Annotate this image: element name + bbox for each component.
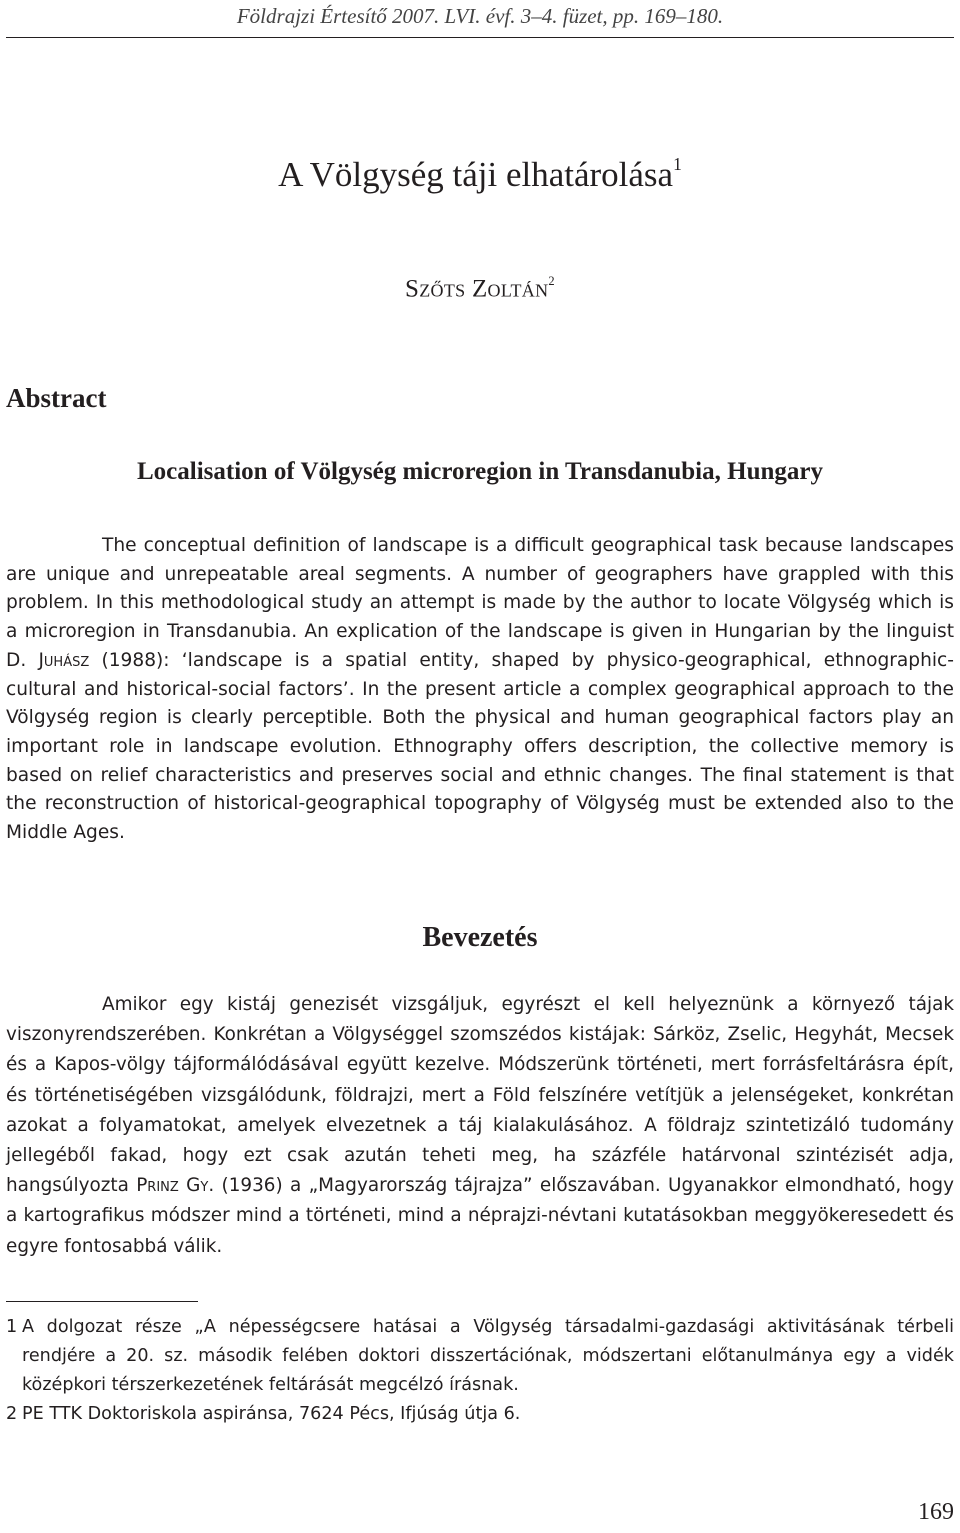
footnote-1 xyxy=(6,1313,954,1400)
footnote-number: 1 xyxy=(6,1317,18,1337)
footnote-text: PE TTK Doktoriskola aspiránsa, 7624 Pécs, Ifjúság útja 6. xyxy=(22,1404,521,1424)
article-title-text: A Völgység táji elhatárolása xyxy=(278,154,674,194)
author-footnote-mark[interactable]: 2 xyxy=(548,274,555,288)
author-name-text: Szőts Zoltán xyxy=(405,275,549,303)
footnote-number: 2 xyxy=(6,1404,18,1424)
abstract-text-part-1: The conceptual definition of landscape is a difficult geographical task because landscapes are unique and unrepeatable areal segments. A number of geographers have grappled with this problem. In this methodological study an attempt is made by the author to locate Völgység which is a microregion in Transdanubia. An explication of the landscape is given in Hungarian by the linguist D. xyxy=(6,535,954,671)
intro-cited-author: Prinz Gy. xyxy=(136,1175,215,1197)
footnote-2 xyxy=(6,1400,954,1429)
page-number: 169 xyxy=(918,1499,954,1525)
running-head: Földrajzi Értesítő 2007. LVI. évf. 3–4. füzet, pp. 169–180. xyxy=(236,4,724,28)
footnote-rule xyxy=(6,1301,198,1302)
abstract-cited-author: Juhász xyxy=(38,649,90,671)
intro-paragraph xyxy=(6,990,954,1262)
intro-text-part-1: Amikor egy kistáj genezisét vizsgáljuk, egyrészt el kell helyeznünk a környező tájak viszonyrendszerében. Konkrétan a Völgységgel szomszédos kistájak: Sárköz, Zselic, Hegyhát, Mecsek és a Kapos-völgy tájformálódásával együtt kezelve. Módszerünk történeti, mert forrásfeltárásra épít, és történetiségében vizsgálódunk, földrajzi, mert a Föld felszínére vetítjük a jelenségeket, konkrétan azokat a folyamatokat, amelyek elvezetnek a táj kialakulásához. A földrajz szintetizáló tudomány jellegéből fakad, hogy ezt csak azután teheti meg, ha százféle határvonal szintézisét adja, hangsúlyozta xyxy=(6,994,954,1197)
header-rule xyxy=(6,37,954,38)
article-title xyxy=(0,154,960,195)
abstract-paragraph xyxy=(6,532,954,848)
intro-text-part-2: (1936) a „Magyarország tájrajza” előszavában. Ugyanakkor elmondható, hogy a kartografikus módszer mind a történeti, mind a néprajzi-névtani kutatásokban meggyökeresedett és egyre fontosabbá válik. xyxy=(6,1175,954,1257)
author-name xyxy=(0,274,960,303)
footnotes xyxy=(6,1313,954,1429)
footnote-text: A dolgozat része „A népességcsere hatásai a Völgység társadalmi-gazdasági aktivitásának térbeli rendjére a 20. sz. második felében doktori disszertációnak, módszertani előtanulmánya egy a vidék középkori térszerkezetének feltárását megcélzó írásnak. xyxy=(22,1317,954,1395)
abstract-text-part-2: (1988): ‘landscape is a spatial entity, shaped by physico-geographical, ethnographic-cultural and historical-social factors’. In the present article a complex geographical approach to the Völgység region is clearly perceptible. Both the physical and human geographical factors play an important role in landscape evolution. Ethnography offers description, the collective memory is based on relief characteristics and preserves social and ethnic changes. The final statement is that the reconstruction of historical-geographical topography of Völgység must be extended also to the Middle Ages. xyxy=(6,649,954,844)
abstract-title: Localisation of Völgység microregion in Transdanubia, Hungary xyxy=(137,458,823,485)
section-heading: Bevezetés xyxy=(422,922,538,953)
abstract-heading: Abstract xyxy=(6,383,107,413)
title-footnote-mark[interactable]: 1 xyxy=(673,154,682,174)
